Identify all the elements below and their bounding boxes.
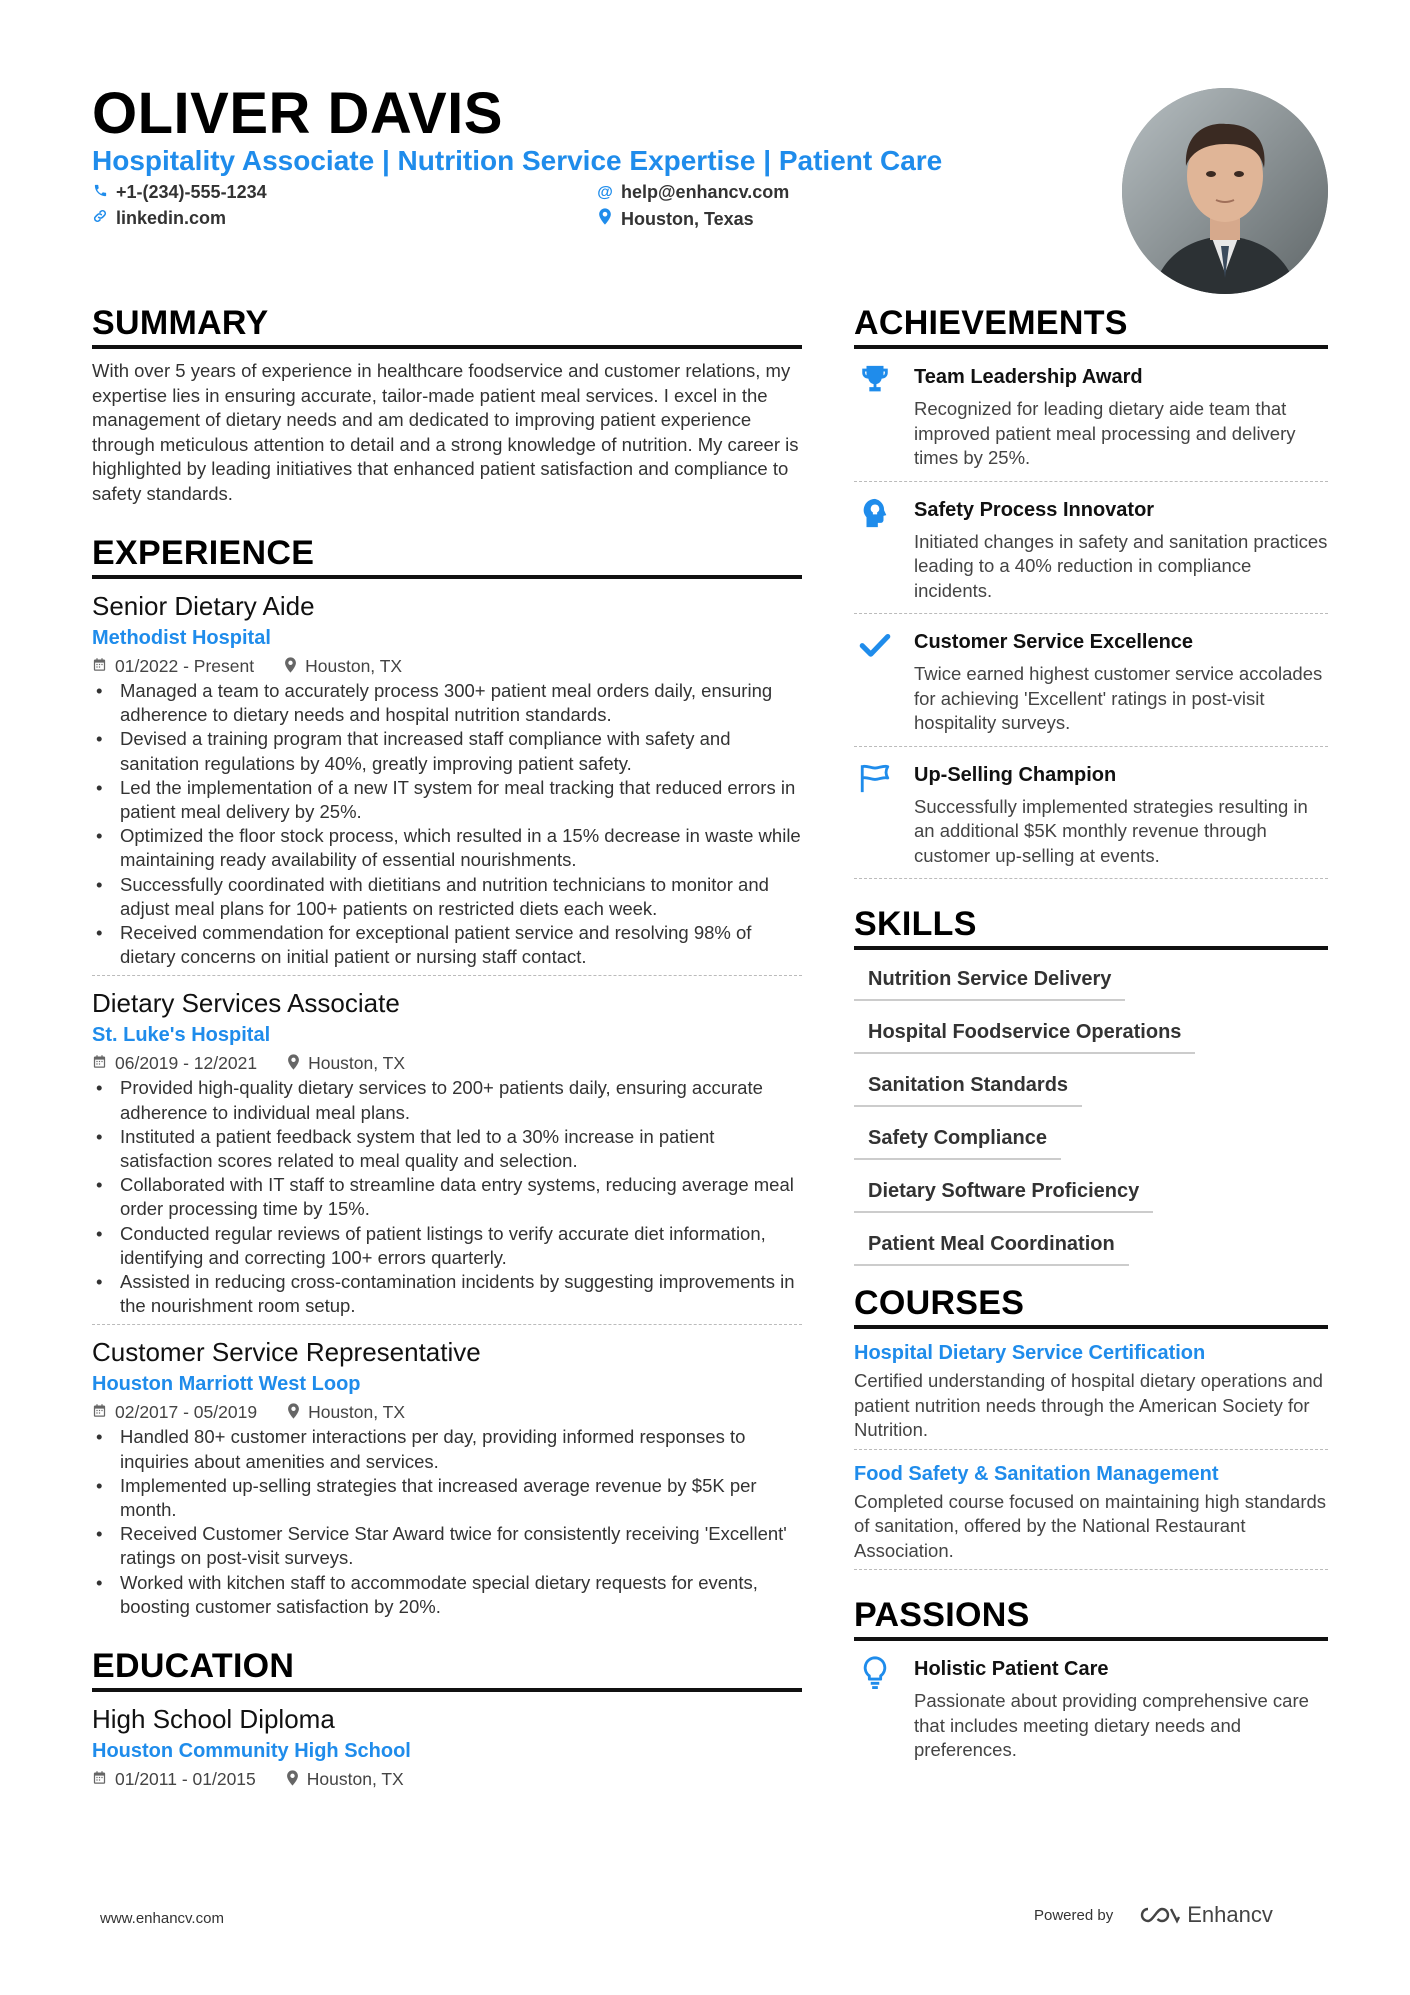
email-contact[interactable] xyxy=(597,182,789,203)
job-title: Senior Dietary Aide xyxy=(92,591,315,621)
passion-item xyxy=(854,1655,1328,1773)
summary-heading: SUMMARY xyxy=(92,304,802,349)
course-item xyxy=(854,1339,1328,1450)
footer-website[interactable]: www.enhancv.com xyxy=(100,1910,224,1927)
bullet-item: • Successfully coordinated with dietitians and nutrition technicians to monitor and adjust meal plans for 100+ patients on restricted diets each week. xyxy=(96,873,769,919)
phone-icon xyxy=(92,183,108,203)
achievement-item xyxy=(854,496,1328,615)
location-contact xyxy=(597,208,754,230)
enhancv-logo xyxy=(1137,1902,1273,1928)
achievement-title: Safety Process Innovator xyxy=(914,498,1155,521)
job-dates: 02/2017 - 05/2019 xyxy=(115,1402,258,1423)
job-meta xyxy=(92,1053,802,1074)
experience-entry xyxy=(92,986,802,1325)
lightbulb-icon xyxy=(858,1655,892,1689)
bullet-item: • Conducted regular reviews of patient listings to verify accurate diet information, identifying and correcting 100+ errors quarterly. xyxy=(96,1222,766,1268)
skills-heading: SKILLS xyxy=(854,905,1328,950)
skill-tag: Patient Meal Coordination xyxy=(854,1227,1129,1266)
location-pin-icon xyxy=(287,1054,300,1074)
link-icon xyxy=(92,208,108,229)
entry-divider xyxy=(92,975,802,976)
summary-text: With over 5 years of experience in healthcare foodservice and customer relations, my expertise lies in ensuring accurate, tailor-made patient meal services. I excel in the management of dietary needs and am dedicated to improving patient experience through meticulous attention to detail and a strong knowledge of nutrition. My career is highlighted by leading initiatives that enhanced patient satisfaction and compliance to safety standards. xyxy=(92,360,799,504)
achievement-description: Initiated changes in safety and sanitation practices leading to a 40% reduction in compliance incidents. xyxy=(914,530,1328,601)
linkedin-contact[interactable] xyxy=(92,208,226,229)
job-title: Dietary Services Associate xyxy=(92,988,400,1019)
courses-heading: COURSES xyxy=(854,1284,1328,1329)
bullet-item: • Provided high-quality dietary services to 200+ patients daily, ensuring accurate adherence to individual meal plans. xyxy=(96,1077,763,1123)
skill-tag: Safety Compliance xyxy=(854,1121,1061,1160)
job-bullets xyxy=(92,1076,802,1318)
bullet-item: • Collaborated with IT staff to streamline data entry systems, reducing average meal order processing time by 15%. xyxy=(96,1174,794,1220)
bullet-item: • Optimized the floor stock process, which resulted in a 15% decrease in waste while maintaining ready availability of essential nourishments. xyxy=(96,825,801,871)
location-pin-icon xyxy=(287,1403,300,1423)
infinity-logo-icon xyxy=(1137,1903,1181,1927)
profile-photo xyxy=(1122,88,1328,294)
job-dates: 01/2022 - Present xyxy=(115,656,255,676)
skill-tag: Nutrition Service Delivery xyxy=(854,962,1125,1001)
experience-entry xyxy=(92,1335,802,1619)
experience-entry xyxy=(92,589,802,976)
bullet-item: • Handled 80+ customer interactions per day, providing informed responses to inquiries about amenities and services. xyxy=(96,1426,746,1472)
achievement-title: Up-Selling Champion xyxy=(914,763,1117,786)
degree-title: High School Diploma xyxy=(92,1704,335,1735)
checkmark-icon xyxy=(858,628,892,662)
skill-tag: Sanitation Standards xyxy=(854,1068,1082,1107)
education-location: Houston, TX xyxy=(306,1769,404,1790)
achievement-item xyxy=(854,363,1328,482)
candidate-tagline: Hospitality Associate | Nutrition Service Expertise | Patient Care xyxy=(92,145,943,176)
location-text: Houston, Texas xyxy=(621,208,754,229)
calendar-icon xyxy=(92,1054,107,1073)
bullet-item: • Received Customer Service Star Award twice for consistently receiving 'Excellent' ratings on post-visit surveys. xyxy=(96,1523,787,1569)
passion-description: Passionate about providing comprehensive care that includes meeting dietary needs and preferences. xyxy=(914,1690,1309,1760)
brand-name: Enhancv xyxy=(1187,1902,1273,1927)
skills-list xyxy=(854,962,1328,1266)
footer-branding xyxy=(1034,1902,1273,1928)
candidate-name: OLIVER DAVIS xyxy=(92,81,503,146)
phone-contact xyxy=(92,182,267,203)
achievement-description: Recognized for leading dietary aide team that improved patient meal processing and delivery times by 25%. xyxy=(914,398,1296,468)
education-heading: EDUCATION xyxy=(92,1647,802,1692)
job-bullets xyxy=(92,679,802,969)
bullet-item: • Assisted in reducing cross-contamination incidents by suggesting improvements in the nourishment room setup. xyxy=(96,1271,795,1317)
bullet-item: • Received commendation for exceptional patient service and resolving 98% of dietary concerns on initial patient or nursing staff contact. xyxy=(96,922,752,968)
location-pin-icon xyxy=(284,657,297,677)
bullet-item: • Devised a training program that increased staff compliance with safety and sanitation regulations by 40%, greatly improving patient safety. xyxy=(96,728,731,774)
experience-heading: EXPERIENCE xyxy=(92,534,802,579)
trophy-icon xyxy=(858,363,892,397)
job-title: Customer Service Representative xyxy=(92,1337,481,1368)
company-name: St. Luke's Hospital xyxy=(92,1024,271,1047)
powered-by-label: Powered by xyxy=(1034,1906,1114,1924)
calendar-icon xyxy=(92,1403,107,1422)
right-column xyxy=(854,304,1328,1773)
phone-number: +1-(234)-555-1234 xyxy=(116,182,267,202)
flag-icon xyxy=(858,761,892,795)
bullet-item: • Instituted a patient feedback system that led to a 30% increase in patient satisfaction scores related to meal quality and selection. xyxy=(96,1125,715,1172)
job-meta xyxy=(92,656,802,677)
entry-divider xyxy=(92,1324,802,1325)
bullet-item: • Worked with kitchen staff to accommodate special dietary requests for events, boosting customer satisfaction by 20%. xyxy=(96,1571,758,1617)
calendar-icon xyxy=(92,657,107,676)
education-dates: 01/2011 - 01/2015 xyxy=(115,1769,256,1790)
course-item xyxy=(854,1460,1328,1571)
contact-info xyxy=(92,182,852,236)
job-location: Houston, TX xyxy=(308,1402,406,1423)
achievement-description: Twice earned highest customer service accolades for achieving 'Excellent' ratings in post-visit hospitality surveys. xyxy=(914,663,1323,733)
job-meta xyxy=(92,1402,802,1423)
company-name: Methodist Hospital xyxy=(92,627,271,649)
achievement-item xyxy=(854,761,1328,880)
school-name: Houston Community High School xyxy=(92,1740,411,1763)
location-pin-icon xyxy=(597,208,613,230)
course-title: Hospital Dietary Service Certification xyxy=(854,1342,1206,1364)
job-dates: 06/2019 - 12/2021 xyxy=(115,1053,258,1074)
achievement-title: Customer Service Excellence xyxy=(914,631,1194,653)
skill-tag: Dietary Software Proficiency xyxy=(854,1174,1153,1213)
bullet-item: • Managed a team to accurately process 300+ patient meal orders daily, ensuring adherence to dietary needs and hospital nutrition standards. xyxy=(96,680,773,726)
education-entry xyxy=(92,1702,802,1790)
bullet-item: • Led the implementation of a new IT system for meal tracking that reduced errors in patient meal delivery by 25%. xyxy=(96,776,796,823)
course-title: Food Safety & Sanitation Management xyxy=(854,1462,1219,1485)
at-icon: @ xyxy=(597,183,613,201)
passion-title: Holistic Patient Care xyxy=(914,1658,1109,1680)
course-description: Certified understanding of hospital dietary operations and patient nutrition needs through the American Society for Nutrition. xyxy=(854,1370,1323,1440)
education-meta xyxy=(92,1769,802,1790)
job-location: Houston, TX xyxy=(305,656,403,676)
left-column xyxy=(92,304,802,1790)
skill-tag: Hospital Foodservice Operations xyxy=(854,1015,1195,1054)
head-idea-icon xyxy=(858,496,892,530)
passions-heading: PASSIONS xyxy=(854,1596,1328,1641)
achievement-description: Successfully implemented strategies resulting in an additional $5K monthly revenue through customer up-selling at events. xyxy=(914,795,1308,866)
achievements-heading: ACHIEVEMENTS xyxy=(854,304,1328,349)
company-name: Houston Marriott West Loop xyxy=(92,1373,361,1396)
job-bullets xyxy=(92,1425,802,1619)
job-location: Houston, TX xyxy=(308,1053,406,1074)
bullet-item: • Implemented up-selling strategies that increased average revenue by $5K per month. xyxy=(96,1474,757,1521)
linkedin-link[interactable]: linkedin.com xyxy=(116,208,227,228)
calendar-icon xyxy=(92,1770,107,1789)
course-description: Completed course focused on maintaining high standards of sanitation, offered by the National Restaurant Association. xyxy=(854,1490,1327,1561)
email-address[interactable]: help@enhancv.com xyxy=(621,182,790,202)
achievement-item xyxy=(854,628,1328,747)
location-pin-icon xyxy=(286,1770,299,1790)
achievement-title: Team Leadership Award xyxy=(914,366,1143,388)
